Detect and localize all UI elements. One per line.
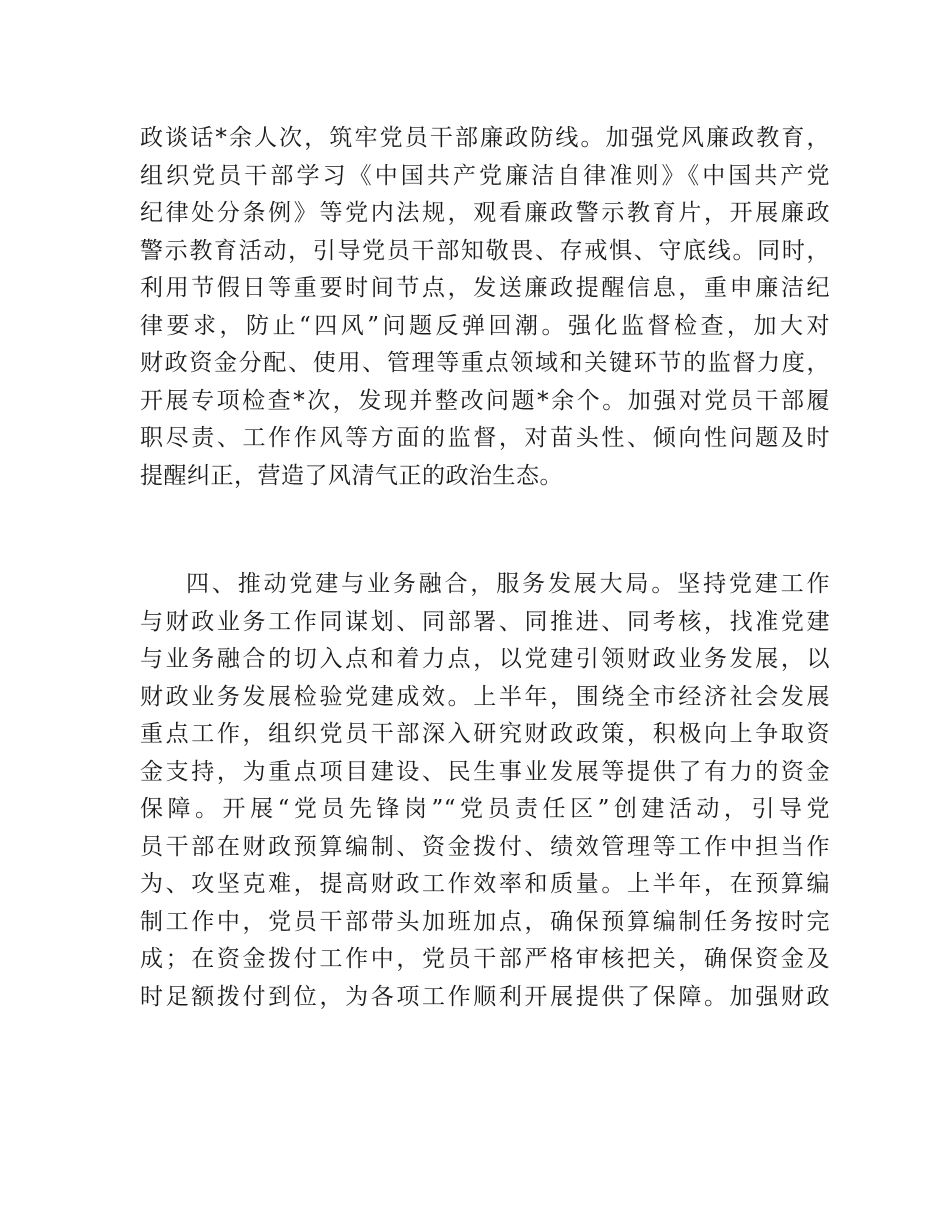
paragraph-line: 重点工作，组织党员干部深入研究财政政策，积极向上争取资 bbox=[140, 721, 830, 747]
paragraph-line: 保障。开展“党员先锋岗”“党员责任区”创建活动，引导党 bbox=[140, 796, 830, 822]
paragraph-integration bbox=[140, 566, 830, 1016]
paragraph-line: 警示教育活动，引导党员干部知敬畏、存戒惧、守底线。同时， bbox=[140, 237, 830, 264]
paragraph-line: 金支持，为重点项目建设、民生事业发展等提供了有力的资金 bbox=[140, 758, 830, 785]
paragraph-line: 财政业务发展检验党建成效。上半年，围绕全市经济社会发展 bbox=[140, 683, 830, 710]
paragraph-discipline bbox=[140, 120, 830, 495]
paragraph-line: 时足额拨付到位，为各项工作顺利开展提供了保障。加强财政 bbox=[140, 983, 830, 1010]
paragraph-line: 财政资金分配、使用、管理等重点领域和关键环节的监督力度， bbox=[140, 350, 830, 376]
paragraph-line: 政谈话*余人次，筑牢党员干部廉政防线。加强党风廉政教育， bbox=[140, 125, 830, 151]
paragraph-line: 与财政业务工作同谋划、同部署、同推进、同考核，找准党建 bbox=[140, 608, 830, 635]
paragraph-line: 组织党员干部学习《中国共产党廉洁自律准则》《中国共产党 bbox=[140, 162, 830, 189]
paragraph-line: 与业务融合的切入点和着力点，以党建引领财政业务发展，以 bbox=[140, 646, 830, 672]
paragraph-line: 制工作中，党员干部带头加班加点，确保预算编制任务按时完 bbox=[140, 908, 830, 935]
paragraph-line: 为、攻坚克难，提高财政工作效率和质量。上半年，在预算编 bbox=[140, 871, 830, 897]
paragraph-line: 利用节假日等重要时间节点，发送廉政提醒信息，重申廉洁纪 bbox=[140, 275, 830, 301]
paragraph-first-line: 四、推动党建与业务融合，服务发展大局。坚持党建工作 bbox=[186, 571, 830, 597]
paragraph-line: 职尽责、工作作风等方面的监督，对苗头性、倾向性问题及时 bbox=[140, 425, 830, 451]
paragraph-line: 员干部在财政预算编制、资金拨付、绩效管理等工作中担当作 bbox=[140, 833, 830, 860]
paragraph-line: 提醒纠正，营造了风清气正的政治生态。 bbox=[140, 462, 563, 489]
paragraph-line: 开展专项检查*次，发现并整改问题*余个。加强对党员干部履 bbox=[140, 387, 830, 414]
paragraph-line: 律要求，防止“四风”问题反弹回潮。强化监督检查，加大对 bbox=[140, 312, 830, 339]
paragraph-line: 纪律处分条例》等党内法规，观看廉政警示教育片，开展廉政 bbox=[140, 200, 830, 226]
paragraph-line: 成；在资金拨付工作中，党员干部严格审核把关，确保资金及 bbox=[140, 946, 830, 972]
